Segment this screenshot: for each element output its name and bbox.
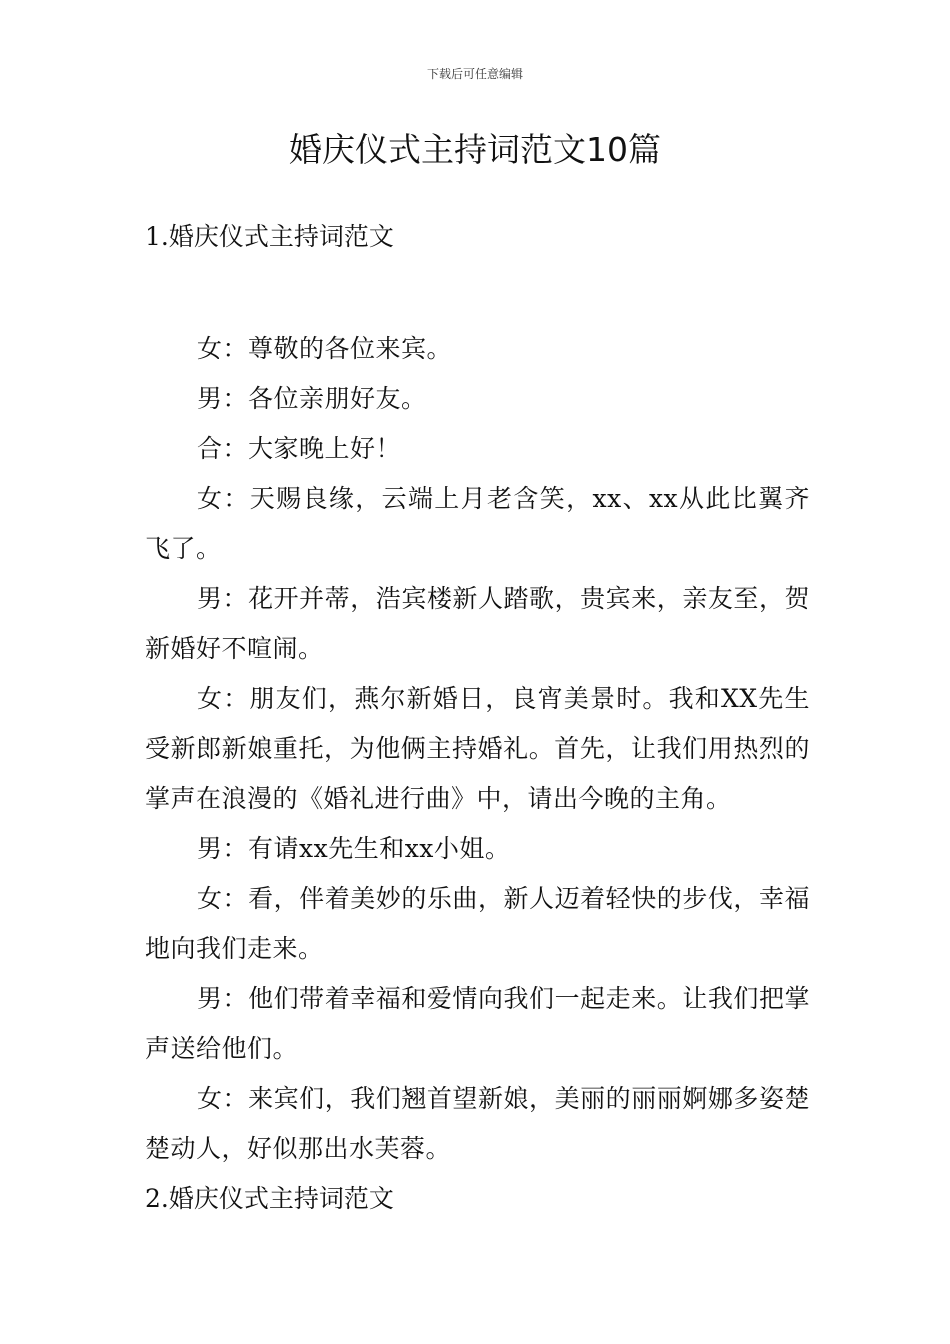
dialogue-paragraph: 女：朋友们，燕尔新婚日，良宵美景时。我和XX先生受新郎新娘重托，为他俩主持婚礼。首先，让我们用热烈的掌声在浪漫的《婚礼进行曲》中，请出今晚的主角。	[145, 684, 810, 813]
section-1-heading: 1.婚庆仪式主持词范文	[145, 222, 394, 251]
section-1-body	[145, 324, 810, 1224]
document-title: 婚庆仪式主持词范文10篇	[289, 130, 661, 169]
section-2-heading: 2.婚庆仪式主持词范文	[145, 1184, 394, 1213]
dialogue-paragraph: 男：花开并蒂，浩宾楼新人踏歌，贵宾来，亲友至，贺新婚好不喧闹。	[145, 584, 810, 663]
dialogue-paragraph: 女：看，伴着美妙的乐曲，新人迈着轻快的步伐，幸福地向我们走来。	[145, 884, 810, 963]
dialogue-paragraph: 男：他们带着幸福和爱情向我们一起走来。让我们把掌声送给他们。	[145, 984, 810, 1063]
dialogue-paragraph: 女：天赐良缘，云端上月老含笑，xx、xx从此比翼齐飞了。	[145, 484, 810, 563]
page-header-note: 下载后可任意编辑	[426, 67, 523, 81]
dialogue-paragraph: 女：来宾们，我们翘首望新娘，美丽的丽丽婀娜多姿楚楚动人，好似那出水芙蓉。	[145, 1084, 810, 1163]
section-1	[145, 212, 810, 262]
dialogue-paragraph: 合：大家晚上好！	[197, 434, 402, 463]
dialogue-paragraph: 男：各位亲朋好友。	[197, 384, 427, 413]
dialogue-paragraph: 女：尊敬的各位来宾。	[197, 334, 453, 363]
dialogue-paragraph: 男：有请xx先生和xx小姐。	[197, 834, 511, 863]
